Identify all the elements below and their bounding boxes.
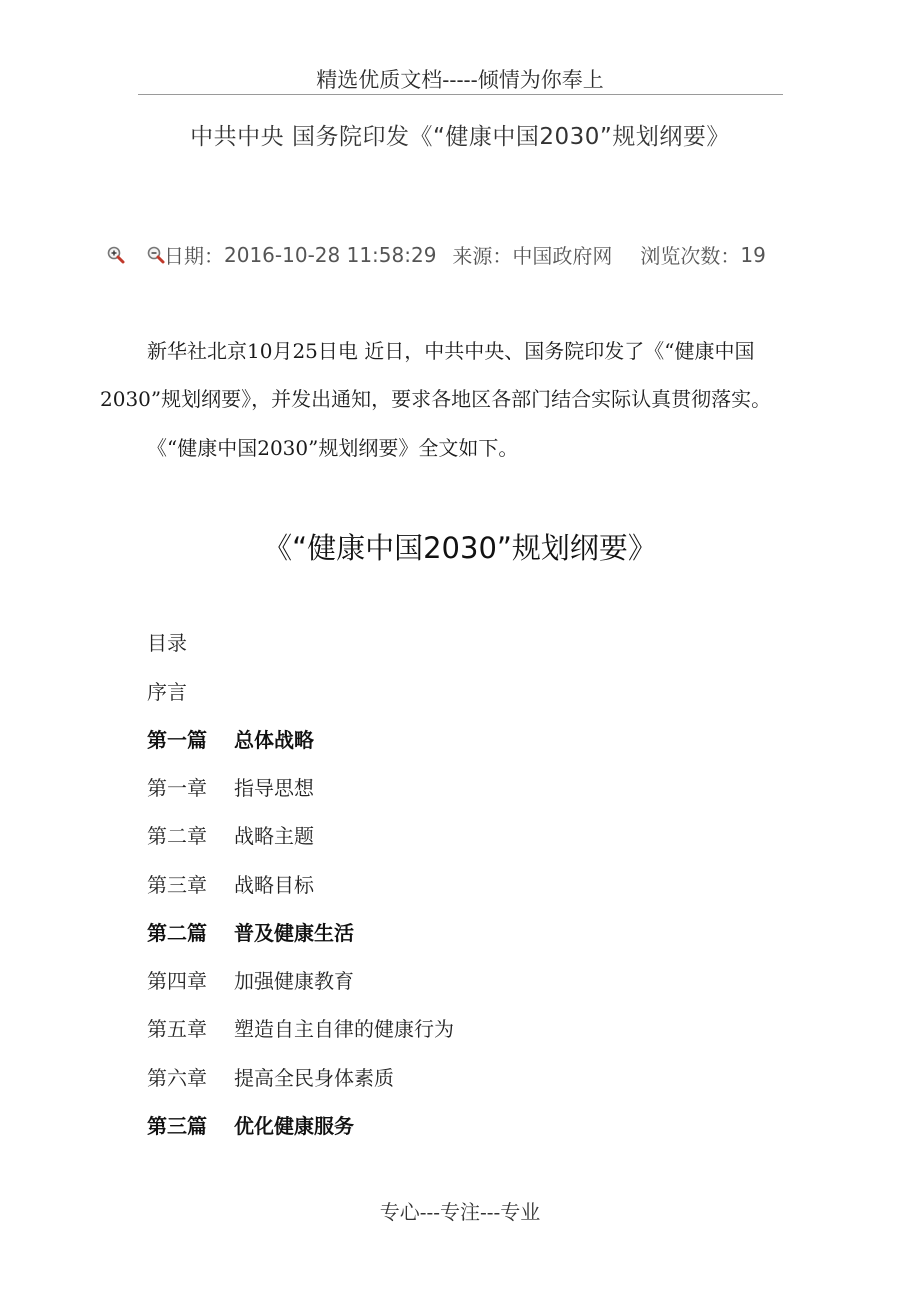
document-title: 《“健康中国2030”规划纲要》 — [263, 531, 657, 565]
toc-item-title: 普及健康生活 — [234, 921, 354, 945]
toc-item-title: 战略目标 — [234, 873, 314, 897]
toc-item-title: 加强健康教育 — [234, 969, 354, 993]
toc-item-number: 第一篇 — [147, 728, 207, 752]
zoom-in-icon[interactable] — [106, 245, 126, 265]
views-value: 19 — [740, 242, 766, 267]
intro-paragraph-line1: 新华社北京10月25日电 近日，中共中央、国务院印发了《“健康中国 — [147, 339, 755, 363]
toc-chapter-5[interactable] — [147, 1013, 454, 1042]
toc-part-3[interactable] — [147, 1110, 354, 1139]
intro-paragraph-2: 《“健康中国2030”规划纲要》全文如下。 — [147, 436, 519, 460]
toc-item-title: 指导思想 — [234, 776, 314, 800]
date-label: 日期： — [164, 244, 224, 268]
date-value: 2016-10-28 11:58:29 — [224, 242, 437, 267]
header-divider — [138, 94, 783, 95]
toc-item-number: 第四章 — [147, 969, 207, 993]
toc-item-number: 第六章 — [147, 1066, 207, 1090]
source-value: 中国政府网 — [512, 244, 613, 268]
toc-item-number: 第三章 — [147, 873, 207, 897]
toc-item-title: 战略主题 — [234, 824, 314, 848]
toc-part-1[interactable] — [147, 724, 314, 753]
toc-item-title: 提高全民身体素质 — [234, 1066, 394, 1090]
page-footer-text: 专心---专注---专业 — [379, 1200, 541, 1224]
toc-item-number: 第二篇 — [147, 921, 207, 945]
toc-item-number: 第二章 — [147, 824, 207, 848]
toc-chapter-1[interactable] — [147, 772, 314, 801]
toc-preface: 序言 — [147, 680, 187, 704]
toc-item-title: 总体战略 — [234, 728, 314, 752]
intro-paragraph-line2: 2030”规划纲要》，并发出通知，要求各地区各部门结合实际认真贯彻落实。 — [100, 387, 772, 411]
toc-heading: 目录 — [147, 631, 187, 655]
toc-item-number: 第一章 — [147, 776, 207, 800]
toc-item-number: 第五章 — [147, 1017, 207, 1041]
toc-part-2[interactable] — [147, 917, 354, 946]
views-label: 浏览次数： — [640, 244, 741, 268]
toc-chapter-4[interactable] — [147, 965, 354, 994]
toc-item-title: 优化健康服务 — [234, 1114, 354, 1138]
toc-item-number: 第三篇 — [147, 1114, 207, 1138]
article-meta — [106, 240, 766, 269]
toc-item-title: 塑造自主自律的健康行为 — [234, 1017, 454, 1041]
article-title: 中共中央 国务院印发《“健康中国2030”规划纲要》 — [190, 124, 730, 150]
zoom-out-icon[interactable] — [146, 245, 166, 265]
toc-chapter-3[interactable] — [147, 869, 314, 898]
page-header-text: 精选优质文档-----倾情为你奉上 — [316, 68, 604, 92]
toc-chapter-2[interactable] — [147, 820, 314, 849]
source-label: 来源： — [452, 244, 513, 268]
toc-chapter-6[interactable] — [147, 1062, 394, 1091]
